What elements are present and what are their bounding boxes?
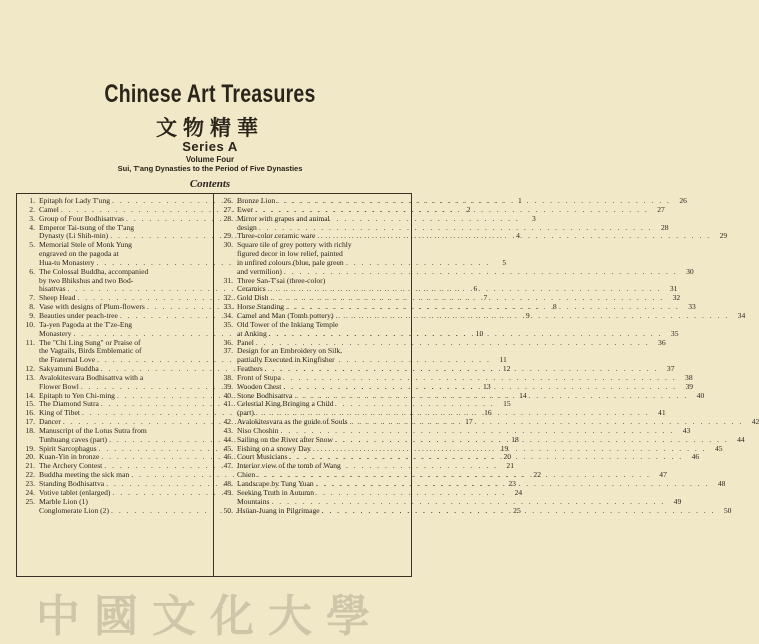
entry-title: Vase with designs of Plum-flowers [39, 302, 145, 312]
page-number: 22 [533, 470, 542, 480]
page-number: 19 [500, 443, 509, 453]
entry-text [237, 277, 677, 295]
entry-title: Chien [237, 470, 256, 480]
leader-dots [294, 392, 688, 401]
leader-dots [317, 232, 711, 241]
page-number: 48 [717, 479, 726, 488]
entry-title: Beauties under peach-tree [39, 310, 118, 320]
entry-number: 38. [223, 372, 233, 382]
entry-line [237, 507, 731, 516]
entry-number: 30. [223, 240, 233, 250]
entry-title: Fishing on a snowy Day [237, 443, 311, 453]
entry-title: Mirror with grapes and animal [237, 213, 330, 223]
entry-number: 41. [223, 399, 233, 409]
page-number: 15 [503, 399, 511, 409]
page-number: 3 [531, 213, 536, 223]
entry-number: 18. [25, 425, 35, 435]
entry-title: partially Executed in Kingfisher [237, 355, 335, 365]
page-number: 21 [506, 461, 515, 471]
entry-number: 9. [29, 310, 35, 320]
entry-number: 6. [29, 266, 35, 276]
page-number: 2 [466, 204, 471, 214]
page-number: 8 [552, 302, 557, 312]
entry-number: 37. [223, 346, 233, 356]
entry-title: Monastery [39, 328, 72, 338]
entry-title: Dancer [39, 417, 61, 427]
page-number: 26 [679, 196, 687, 205]
page-number: 30 [686, 266, 694, 276]
entry-title: figured decor in low relief, painted [237, 249, 343, 259]
page-number: 35 [670, 328, 679, 338]
entry-title: Dynasty (Li Shih-min) [39, 231, 109, 241]
page-number: 6 [473, 284, 478, 294]
page-number: 17 [465, 417, 473, 427]
entry-title: in unfired colours (blue, pale green [237, 257, 344, 267]
entry-number: 39. [223, 381, 233, 391]
page-number: 25 [513, 505, 521, 515]
entry-title: Three-color ceramic ware [237, 231, 316, 241]
entry-title: Memorial Stele of Monk Yung [39, 240, 132, 250]
entry-number: 5. [29, 240, 35, 250]
page-number: 38 [685, 372, 693, 382]
entry-text [237, 215, 669, 233]
entry-text [237, 321, 679, 339]
page-number: 44 [737, 434, 745, 444]
subtitle: Sui, T'ang Dynasties to the Period of Five Dynasties [117, 164, 303, 173]
entry-number: 34. [223, 310, 233, 320]
entry-title: Court Musicians [237, 452, 288, 462]
entry-text [237, 347, 674, 374]
entry-title: Tunhuang caves (part) [39, 434, 108, 444]
page-number: 34 [737, 310, 746, 320]
leader-dots [284, 268, 678, 277]
entry-title: Panel [237, 337, 254, 347]
entry-number: 16. [25, 408, 35, 418]
page-number: 43 [682, 425, 691, 435]
entry-title: Sheep Head [39, 293, 76, 303]
entry-title: Bronze Lion [237, 196, 276, 205]
entry-title: Group of Four Bodhisattvas [39, 213, 125, 223]
page-number: 27 [657, 204, 665, 214]
entry-title: Old Tower of the Inkiang Temple [237, 319, 339, 329]
contents-entry [219, 240, 694, 276]
entry-title: Landscape by Tung Yuan [237, 479, 314, 488]
entry-number: 35. [223, 319, 233, 329]
entry-title: Camel and Man (Tomb pottery) [237, 310, 334, 320]
entry-number: 43. [223, 425, 233, 435]
entry-title: The Diamond Sutra [39, 399, 99, 409]
entry-number: 31. [223, 275, 233, 285]
entry-number: 17. [25, 417, 35, 427]
entry-number: 44. [223, 434, 233, 444]
entry-title: The Colossal Buddha, accompanied [39, 266, 149, 276]
entry-title: Epitaph to Yen Chi-ming [39, 390, 115, 400]
page-number: 41 [658, 408, 666, 418]
entry-title: The "Chi Ling Sung" or Praise of [39, 337, 141, 347]
entry-title: hisattvas [39, 284, 66, 294]
entry-number: 3. [29, 213, 35, 223]
page-number: 40 [696, 390, 705, 400]
entry-title: Manuscript of the Lotus Sutra from [39, 425, 147, 435]
entry-number: 2. [29, 204, 35, 214]
entry-number: 15. [25, 399, 35, 409]
entry-title: King of Tibet [39, 408, 80, 418]
entry-title: Ewer [237, 204, 254, 214]
entry-number: 45. [223, 443, 233, 453]
page-number: 45 [714, 443, 723, 453]
contents-entry [219, 213, 669, 233]
leader-dots [322, 507, 716, 516]
entry-title: Seeking Truth in Autumn [237, 487, 315, 497]
volume-label: Volume Four [185, 155, 235, 164]
entry-number: 50. [223, 505, 233, 515]
page-number: 1 [518, 196, 522, 205]
entry-number: 22. [25, 470, 35, 480]
entry-number: 26. [223, 196, 233, 205]
page-number: 42 [751, 417, 759, 427]
page-number: 11 [499, 355, 507, 365]
contents-heading: Contents [189, 178, 231, 190]
entry-title: Design for an Embroidery on Silk, [237, 346, 343, 356]
leader-dots [289, 453, 683, 462]
contents-entry [219, 275, 678, 295]
entry-title: Feathers [237, 364, 263, 374]
page-number: 46 [691, 452, 700, 462]
entry-number: 42. [223, 417, 233, 427]
library-watermark: 中國文化大學 [36, 591, 384, 642]
entry-title: Flower Bowl [39, 381, 79, 391]
entry-title: Avalokitesvara Bodhisattva with a [39, 372, 144, 382]
entry-number: 11. [25, 337, 35, 347]
page-number: 20 [503, 452, 512, 462]
column-divider [213, 194, 214, 576]
entry-text [237, 462, 667, 480]
leader-dots [316, 480, 710, 489]
page-number: 4 [516, 231, 520, 241]
page-number: 23 [508, 479, 516, 488]
entry-number: 23. [25, 479, 35, 488]
entry-title: Marble Lion (1) [39, 496, 88, 506]
entry-title: The Archery Contest [39, 461, 103, 471]
entry-title: Emperor Tai-tsung of the T'ang [39, 222, 135, 232]
page-number: 18 [511, 434, 519, 444]
entry-number: 14. [25, 390, 35, 400]
entry-number: 32. [223, 293, 233, 303]
entry-text [237, 489, 681, 507]
entry-number: 40. [223, 390, 233, 400]
entry-title: Camel [39, 204, 59, 214]
entry-number: 21. [25, 461, 35, 471]
page-number: 29 [719, 231, 728, 241]
entry-number: 4. [29, 222, 35, 232]
entry-title: Epitaph for Lady T'ung [39, 196, 111, 205]
page-number: 14 [519, 390, 527, 400]
page-number: 32 [672, 293, 681, 303]
entry-title: Ceramics [237, 284, 266, 294]
entry-number: 29. [223, 231, 233, 241]
page-number: 39 [685, 381, 694, 391]
entry-title: engraved on the pagoda at [39, 249, 119, 259]
entry-number: 48. [223, 479, 233, 488]
entry-title: Conglomerate Lion (2) [39, 505, 110, 515]
entry-title: Buddha meeting the sick man [39, 470, 130, 480]
entry-number: 25. [25, 496, 35, 506]
entry-title: Mountains [237, 496, 270, 506]
page-number: 31 [669, 284, 678, 294]
contents-frame [16, 193, 759, 577]
entry-title: Three San-T'sai (three-color) [237, 275, 326, 285]
entry-title: Horse Standing [237, 302, 285, 312]
entry-title: Interior view of the tomb of Wang [237, 461, 341, 471]
entry-title: the Vagtails, Birds Emblematic of [39, 346, 142, 356]
entry-number: 49. [223, 487, 233, 497]
entry-title: Kuan-Yin in bronze [39, 452, 100, 462]
entry-title: Celestial King Bringing a Child [237, 399, 334, 409]
entry-number: 46. [223, 452, 233, 462]
entry-title: Avalokitesvara as the guide of Souls [237, 417, 348, 427]
page-number: 50 [723, 505, 732, 515]
entry-title: design [237, 222, 257, 232]
entry-title: Wooden Chest [237, 381, 282, 391]
entry-title: Spirit Sarcophagus [39, 443, 97, 453]
page-number: 12 [502, 364, 511, 374]
entry-text [237, 400, 666, 418]
entry-text [237, 507, 731, 516]
page-number: 33 [688, 302, 696, 312]
entry-title: Sailing on the River after Snow [237, 434, 333, 444]
entry-title: (part) [237, 408, 254, 418]
entry-title: Sakyamuni Buddha [39, 364, 99, 374]
entry-title: Front of Stupa [237, 372, 281, 382]
entry-title: Gold Dish [237, 293, 269, 303]
entry-number: 24. [25, 487, 35, 497]
entry-number: 33. [223, 302, 233, 312]
page-number: 49 [673, 496, 682, 506]
entry-title: Votive tablet (enlarged) [39, 487, 111, 497]
entry-title: Ta-yen Pagoda at the T'ze-Eng [39, 319, 133, 329]
page-number: 36 [658, 337, 666, 347]
leader-dots [335, 312, 729, 321]
entry-number: 20. [25, 452, 35, 462]
page-number: 9 [525, 310, 530, 320]
entry-number: 13. [25, 372, 35, 382]
entry-number: 47. [223, 461, 233, 471]
entry-title: at Anking [237, 328, 267, 338]
entry-number: 8. [29, 302, 35, 312]
chinese-title: 文物精華 [156, 116, 264, 140]
page-number: 47 [659, 470, 667, 480]
page-title: Chinese Art Treasures [104, 80, 316, 108]
page-number: 37 [666, 364, 675, 374]
entry-title: the Fraternal Love [39, 355, 96, 365]
entry-number: 10. [25, 319, 35, 329]
series-label: Series A [182, 139, 238, 154]
entry-title: by two Bhikshus and two Bod- [39, 275, 134, 285]
entry-number: 1. [29, 196, 35, 205]
page-number: 7 [483, 293, 488, 303]
entry-title: Square tile of grey pottery with richly [237, 240, 352, 250]
entry-number: 12. [25, 364, 35, 374]
entry-number: 7. [29, 293, 35, 303]
page-number: 10 [475, 328, 484, 338]
entry-title: Niso Choshin [237, 425, 279, 435]
entry-text [237, 241, 694, 276]
entry-title: Hua-tu Monastery [39, 257, 95, 267]
page-number: 5 [502, 257, 507, 267]
entry-number: 27. [223, 204, 233, 214]
entry-number: 19. [25, 443, 35, 453]
entry-title: and vermilion) [237, 266, 282, 276]
page-number: 28 [660, 222, 669, 232]
entry-title: Stone Bodhisattva [237, 390, 293, 400]
page-number: 13 [483, 381, 491, 391]
entry-number: 28. [223, 213, 233, 223]
page-number: 24 [514, 487, 523, 497]
entry-title: Standing Bodhisattva [39, 479, 105, 488]
entry-title: Hsüan-Juang in Pilgrimage [237, 505, 320, 515]
entry-number: 36. [223, 337, 233, 347]
page-number: 16 [484, 408, 492, 418]
